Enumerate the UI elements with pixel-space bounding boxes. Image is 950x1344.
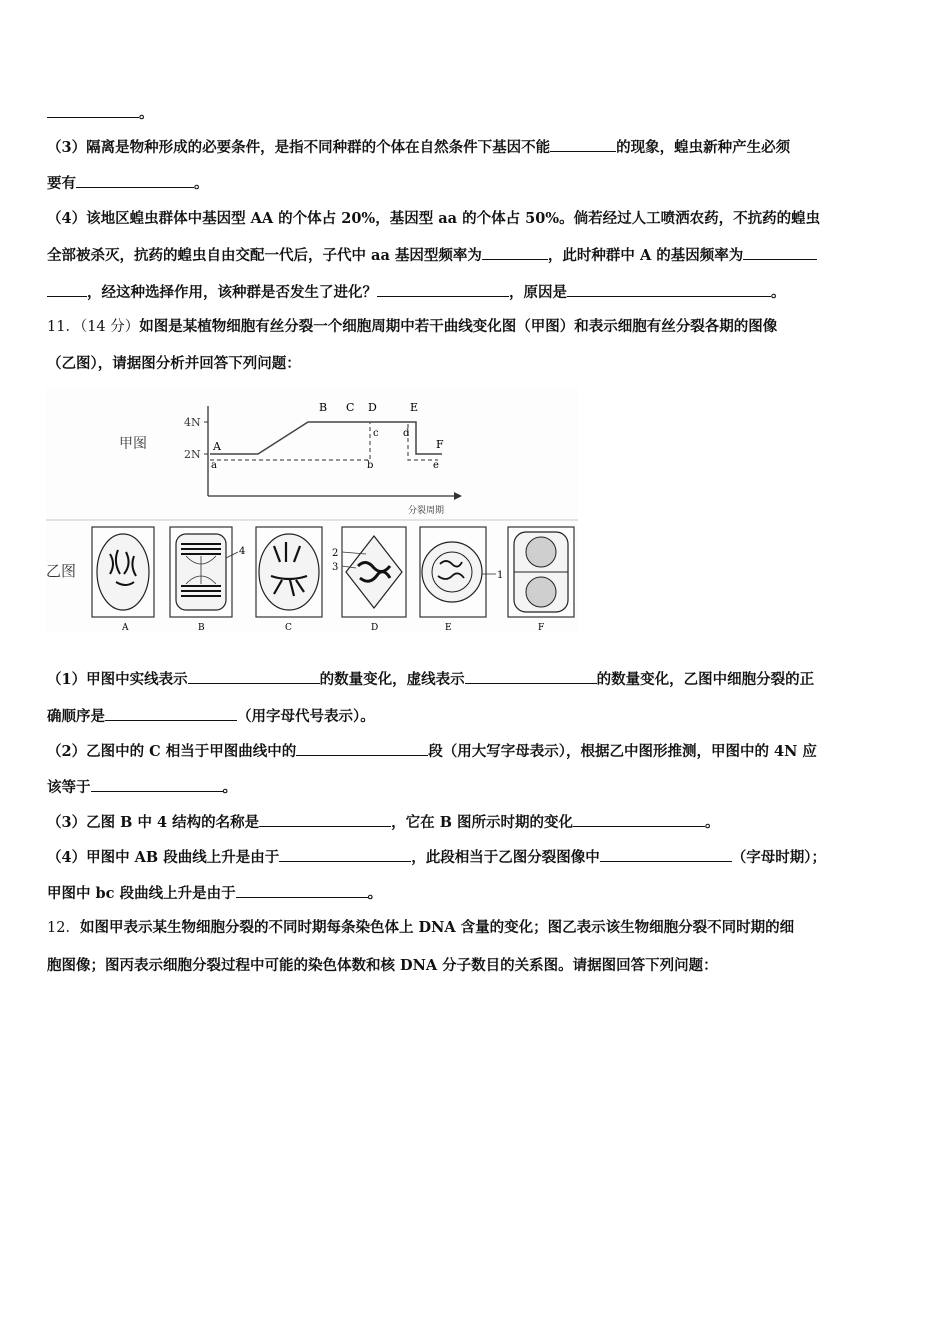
cell-F	[508, 527, 574, 617]
answer-blank[interactable]	[482, 246, 548, 260]
point-d: d	[403, 428, 410, 439]
question-3-line-1: （3）隔离是物种形成的必要条件，是指不同种群的个体在自然条件下基因不能 的现象，蝗虫新种产生必须	[47, 139, 791, 156]
point-b: b	[367, 460, 374, 471]
cell-label-F: F	[538, 623, 545, 632]
x-axis-label: 分裂周期	[408, 506, 445, 516]
question-11-line-2: （乙图），请据图分析并回答下列问题：	[47, 355, 301, 372]
cell-label-E: E	[445, 623, 452, 632]
question-4-line-1: （4）该地区蝗虫群体中基因型 AA 的个体占 20%，基因型 aa 的个体占 50%。倘若经过人工喷洒农药，不抗药的蝗虫	[47, 210, 821, 227]
answer-blank[interactable]	[296, 742, 428, 756]
q11-sub4-line-1: （4）甲图中 AB 段曲线上升是由于 ，此段相当于乙图分裂图像中 （字母时期）；	[47, 849, 826, 866]
answer-line-prev: 。	[47, 104, 154, 124]
answer-blank[interactable]	[76, 174, 194, 188]
q11-sub4-line-2: 甲图中 bc 段曲线上升是由于 。	[47, 885, 383, 902]
point-a: a	[211, 460, 217, 471]
answer-blank[interactable]	[573, 813, 705, 827]
structure-2: 2	[332, 548, 339, 559]
point-E: E	[410, 401, 419, 414]
y-tick-2n: 2N	[184, 448, 201, 461]
answer-blank[interactable]	[465, 670, 597, 684]
q11-sub2-line-2: 该等于 。	[47, 779, 237, 796]
question-3-line-2: 要有 。	[47, 175, 209, 192]
structure-4: 4	[239, 546, 246, 557]
point-D: D	[368, 401, 377, 414]
cell-label-D: D	[371, 623, 379, 632]
cell-label-C: C	[285, 623, 292, 632]
question-12-line-2: 胞图像；图丙表示细胞分裂过程中可能的染色体数和核 DNA 分子数目的关系图。请据图回答下列问题：	[47, 957, 718, 974]
question-11-line-1: 11．（14 分）如图是某植物细胞有丝分裂一个细胞周期中若干曲线变化图（甲图）和表示细胞有丝分裂各期的图像	[47, 318, 778, 335]
cell-label-A: A	[122, 623, 129, 632]
answer-blank[interactable]	[188, 670, 320, 684]
q11-sub1-line-2: 确顺序是 （用字母代号表示）。	[47, 708, 375, 725]
answer-blank[interactable]	[550, 138, 616, 152]
answer-blank[interactable]	[236, 884, 368, 898]
y-tick-4n: 4N	[184, 416, 201, 429]
answer-blank[interactable]	[259, 813, 391, 827]
cell-label-B: B	[198, 623, 205, 632]
question-12-line-1: 12．如图甲表示某生物细胞分裂的不同时期每条染色体上 DNA 含量的变化；图乙表示该生物细胞分裂不同时期的细	[47, 919, 795, 936]
point-C: C	[346, 401, 355, 414]
answer-blank[interactable]	[377, 283, 509, 297]
yi-label: 乙图	[46, 562, 77, 580]
answer-blank[interactable]	[279, 848, 411, 862]
point-B: B	[319, 401, 328, 414]
answer-blank[interactable]	[91, 778, 223, 792]
structure-1: 1	[497, 570, 504, 581]
q11-sub2-line-1: （2）乙图中的 C 相当于甲图曲线中的 段（用大写字母表示），根据乙中图形推测，甲图中的 4N 应	[47, 743, 817, 760]
answer-blank[interactable]	[105, 707, 237, 721]
answer-blank[interactable]	[567, 283, 771, 297]
answer-blank[interactable]	[47, 104, 139, 118]
question-4-line-2: 全部被杀灭，抗药的蝗虫自由交配一代后，子代中 aa 基因型频率为 ，此时种群中 A 的基因频率为	[47, 246, 817, 266]
point-c: c	[373, 428, 379, 439]
cell-cycle-figure	[46, 386, 578, 632]
q11-sub1-line-1: （1）甲图中实线表示 的数量变化，虚线表示 的数量变化，乙图中细胞分裂的正	[47, 671, 815, 688]
structure-3: 3	[332, 562, 339, 573]
question-4-line-3: ，经这种选择作用，该种群是否发生了进化？ ，原因是 。	[47, 283, 786, 303]
point-F: F	[436, 438, 444, 451]
q11-sub3-line-1: （3）乙图 B 中 4 结构的名称是 ，它在 B 图所示时期的变化 。	[47, 814, 720, 831]
answer-blank[interactable]	[600, 848, 732, 862]
point-A: A	[213, 440, 221, 453]
jia-label: 甲图	[119, 436, 147, 452]
point-e: e	[433, 460, 439, 471]
answer-blank[interactable]	[743, 246, 817, 260]
answer-blank[interactable]	[47, 283, 87, 297]
